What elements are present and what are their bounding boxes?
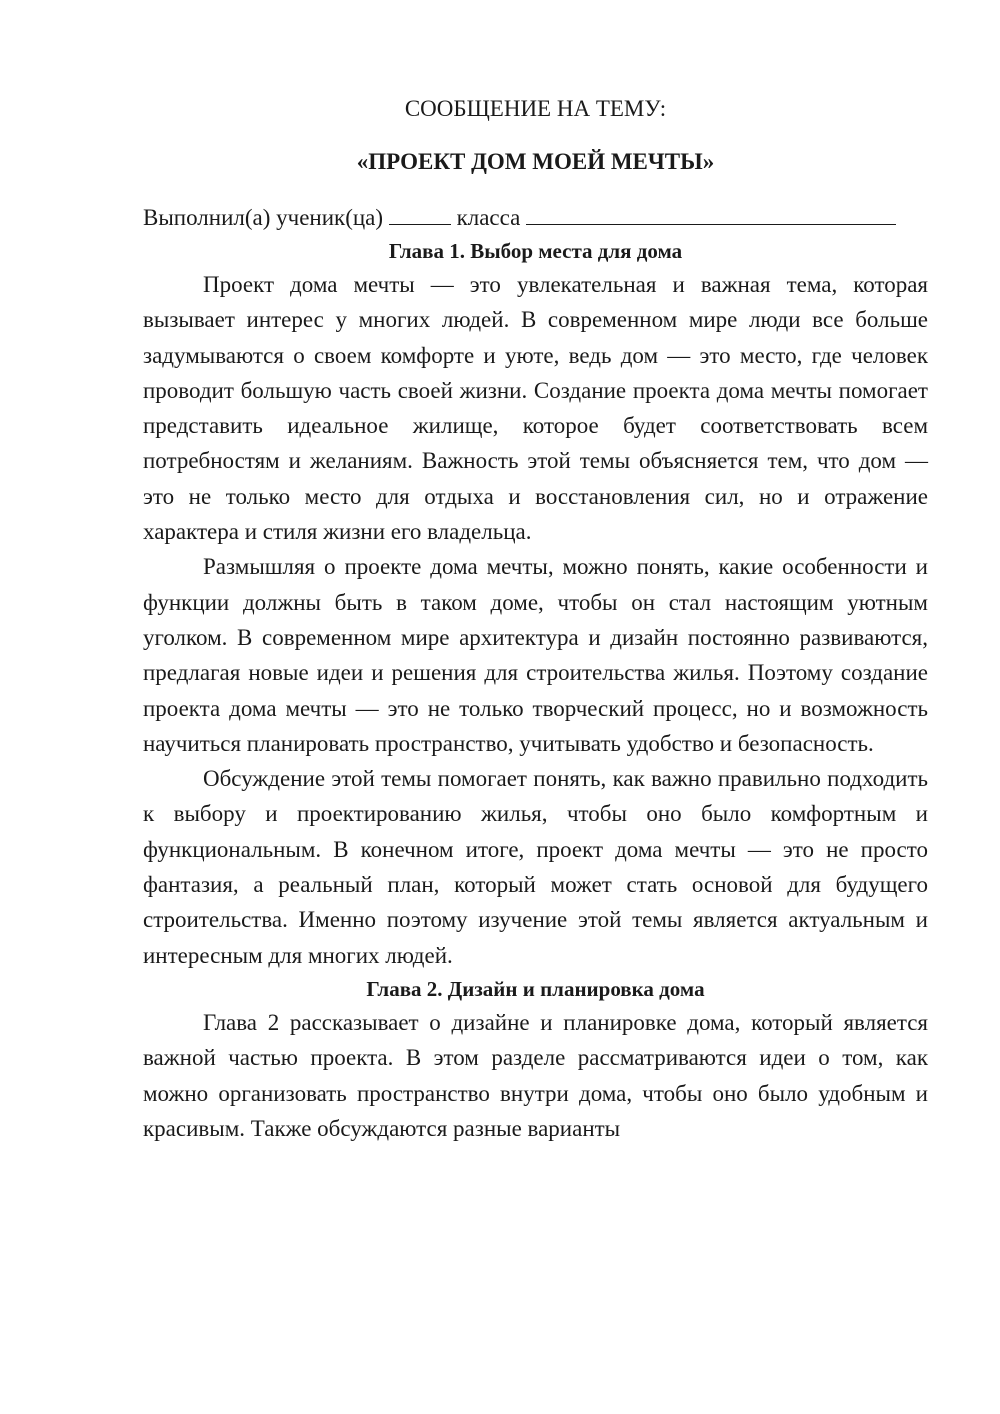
document-heading-line2: «ПРОЕКТ ДОМ МОЕЙ МЕЧТЫ» xyxy=(356,149,715,174)
chapter-1-paragraph-3: Обсуждение этой темы помогает понять, как важно правильно подходить к выбору и проектированию жилья, чтобы оно было комфортным и функциональным. В конечном итоге, проект дома мечты — это не просто фантазия, а реальный план, который может стать основой для будущего строительства. Именно поэтому изучение этой темы является актуальным и интересным для многих людей. xyxy=(143,766,928,968)
document-heading-line1: СООБЩЕНИЕ НА ТЕМУ: xyxy=(404,96,667,121)
chapter-1-paragraph-1: Проект дома мечты — это увлекательная и важная тема, которая вызывает интерес у многих людей. В современном мире люди все больше задумываются о своем комфорте и уюте, ведь дом — это место, где человек проводит большую часть своей жизни. Создание проекта дома мечты помогает представить идеальное жилище, которое будет соответствовать всем потребностям и желаниям. Важность этой темы объясняется тем, что дом — это не только место для отдыха и восстановления сил, но и отражение характера и стиля жизни его владельца. xyxy=(143,272,928,545)
chapter-1-paragraph-2: Размышляя о проекте дома мечты, можно понять, какие особенности и функции должны быть в таком доме, чтобы он стал настоящим уютным уголком. В современном мире архитектура и дизайн постоянно развиваются, предлагая новые идеи и решения для строительства жилья. Поэтому создание проекта дома мечты — это не только творческий процесс, но и возможность научиться планировать пространство, учитывать удобство и безопасность. xyxy=(143,554,928,756)
chapter-1-title: Глава 1. Выбор места для дома xyxy=(388,239,683,263)
chapter-2-paragraph-1: Глава 2 рассказывает о дизайне и планировке дома, который является важной частью проекта. В этом разделе рассматриваются идеи о том, как можно организовать пространство внутри дома, чтобы оно было удобным и красивым. Также обсуждаются разные варианты xyxy=(143,1009,928,1141)
student-label: Выполнил(а) ученик(ца) xyxy=(143,205,384,230)
student-name-blank xyxy=(526,202,896,225)
class-label: класса xyxy=(456,205,521,230)
chapter-2-title: Глава 2. Дизайн и планировка дома xyxy=(366,976,705,1001)
document-page xyxy=(143,88,928,1146)
author-line xyxy=(143,201,928,235)
class-number-blank xyxy=(389,202,451,225)
